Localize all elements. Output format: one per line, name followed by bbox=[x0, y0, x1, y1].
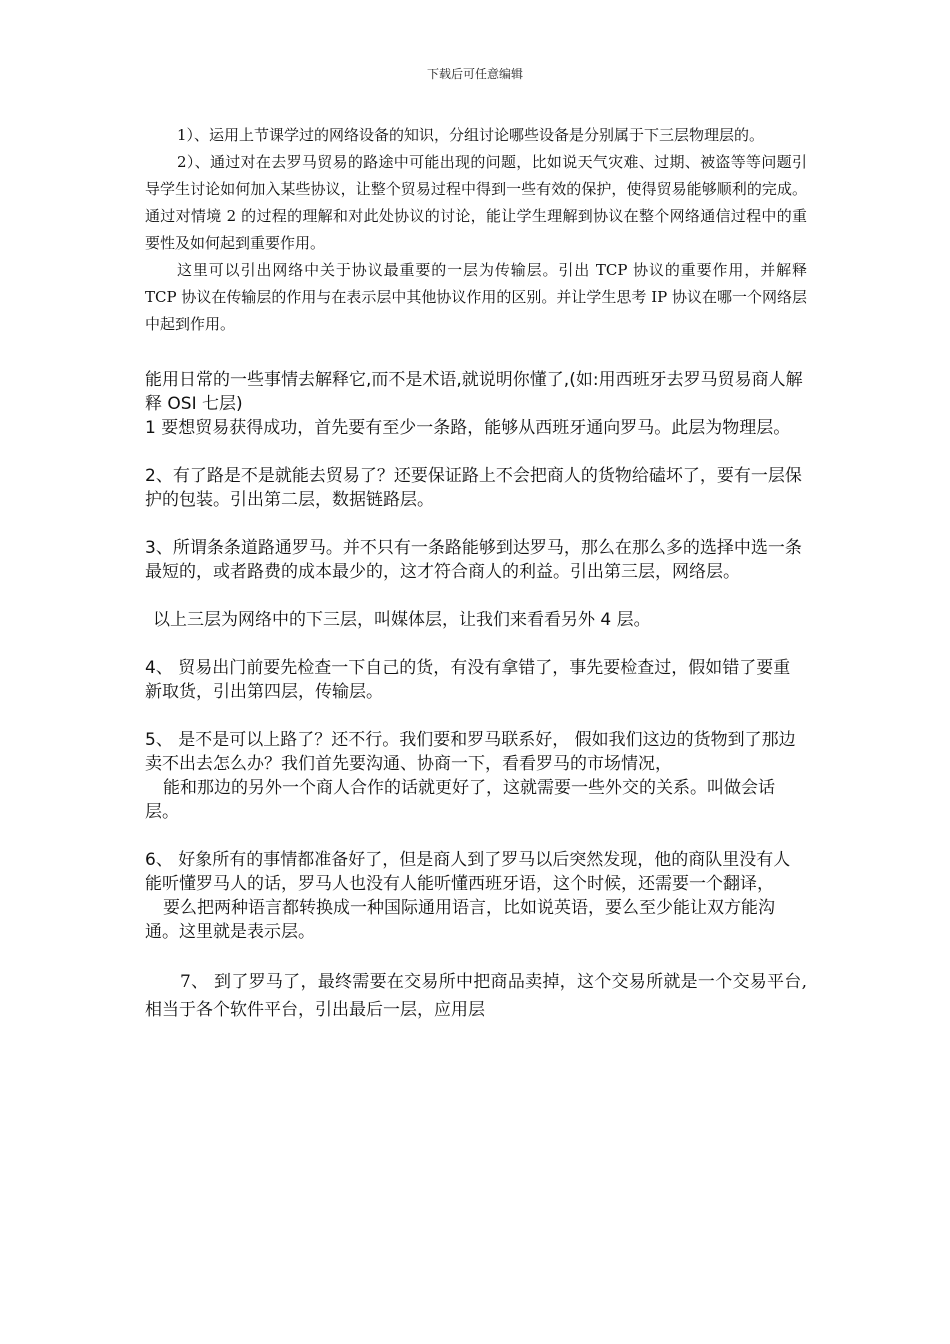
document-body bbox=[145, 122, 807, 1024]
note-3: 这里可以引出网络中关于协议最重要的一层为传输层。引出 TCP 协议的重要作用，并解释 TCP 协议在传输层的作用与在表示层中其他协议作用的区别。并让学生思考 IP 协议在哪一个网络层中起到作用。 bbox=[145, 261, 807, 333]
lower-layers-summary: 以上三层为网络中的下三层，叫媒体层，让我们来看看另外 4 层。 bbox=[153, 610, 651, 630]
layer-1-physical: 1 要想贸易获得成功，首先要有至少一条路，能够从西班牙通向罗马。此层为物理层。 bbox=[145, 418, 791, 438]
layer-6-presentation: 6、 好象所有的事情都准备好了，但是商人到了罗马以后突然发现，他的商队里没有人能听懂罗马人的话，罗马人也没有人能听懂西班牙语，这个时候，还需要一个翻译， bbox=[145, 850, 791, 894]
analogy-intro: 能用日常的一些事情去解释它,而不是术语,就说明你懂了,(如:用西班牙去罗马贸易商人解释 OSI 七层) bbox=[145, 370, 803, 414]
note-2: 2）、通过对在去罗马贸易的路途中可能出现的问题，比如说天气灾难、过期、被盗等等问题引导学生讨论如何加入某些协议，让整个贸易过程中得到一些有效的保护，使得贸易能够顺利的完成。通过对情境 2 的过程的理解和对此处协议的讨论，能让学生理解到协议在整个网络通信过程中的重要性及如何起到重要作用。 bbox=[145, 153, 807, 252]
layer-7-application: 7、 到了罗马了，最终需要在交易所中把商品卖掉，这个交易所就是一个交易平台, 相当于各个软件平台，引出最后一层，应用层 bbox=[145, 972, 807, 1020]
note-1: 1）、运用上节课学过的网络设备的知识，分组讨论哪些设备是分别属于下三层物理层的。 bbox=[177, 126, 765, 144]
layer-5-session: 5、 是不是可以上路了？还不行。我们要和罗马联系好， 假如我们这边的货物到了那边卖不出去怎么办？我们首先要沟通、协商一下，看看罗马的市场情况， bbox=[145, 730, 796, 774]
layer-4-transport: 4、 贸易出门前要先检查一下自己的货，有没有拿错了，事先要检查过，假如错了要重新取货，引出第四层，传输层。 bbox=[145, 658, 791, 702]
layer-6-presentation-cont: 要么把两种语言都转换成一种国际通用语言，比如说英语，要么至少能让双方能沟通。这里就是表示层。 bbox=[145, 898, 775, 942]
layer-3-network: 3、所谓条条道路通罗马。并不只有一条路能够到达罗马，那么在那么多的选择中选一条最短的，或者路费的成本最少的，这才符合商人的利益。引出第三层，网络层。 bbox=[145, 538, 802, 582]
layer-5-session-cont: 能和那边的另外一个商人合作的话就更好了，这就需要一些外交的关系。叫做会话层。 bbox=[145, 778, 775, 822]
page-header: 下载后可任意编辑 bbox=[426, 67, 523, 81]
layer-2-datalink: 2、有了路是不是就能去贸易了？还要保证路上不会把商人的货物给磕坏了，要有一层保护的包装。引出第二层，数据链路层。 bbox=[145, 466, 802, 510]
